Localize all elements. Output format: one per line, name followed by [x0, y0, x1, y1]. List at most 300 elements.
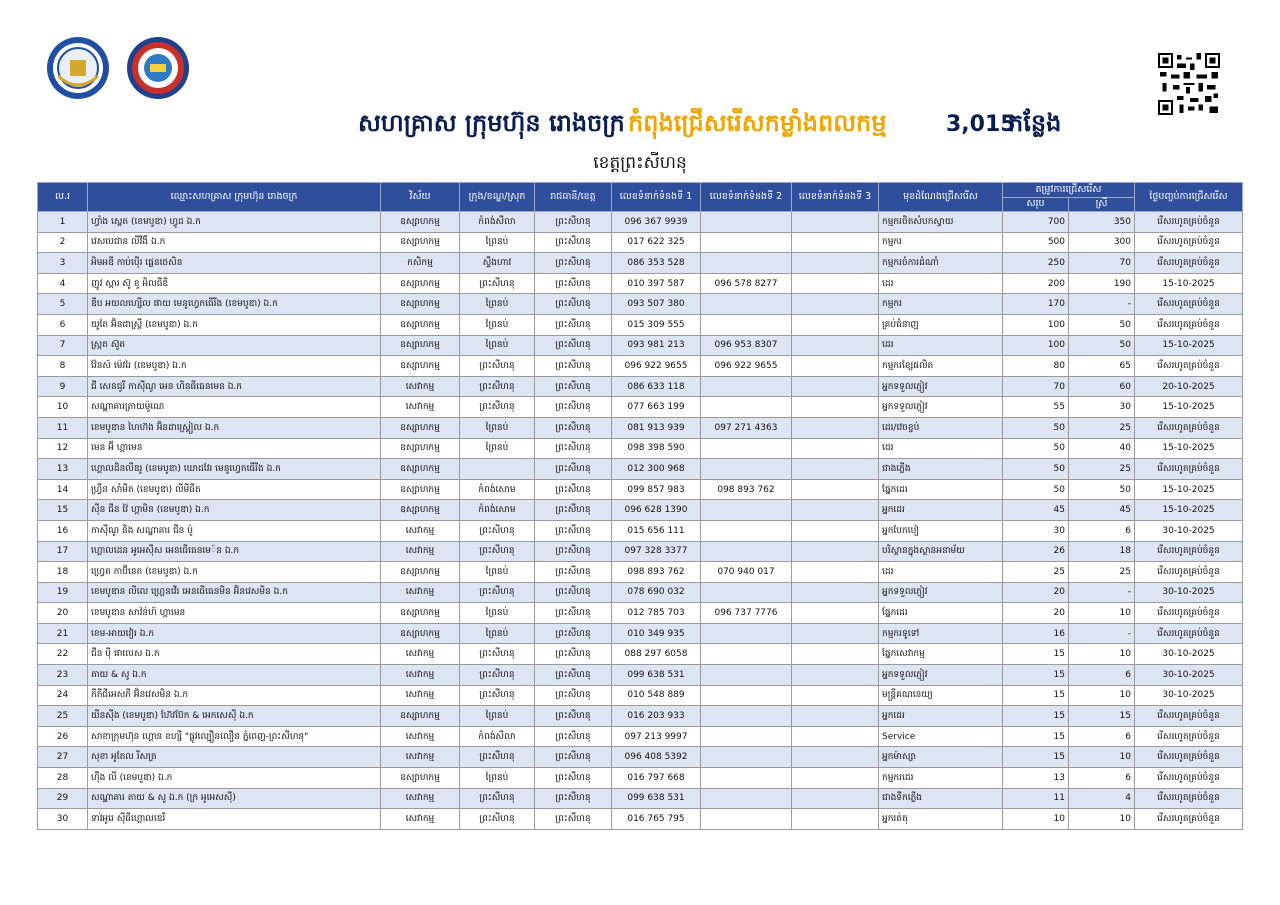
cell-sector: សេវាកម្ម: [381, 788, 460, 809]
cell-sector: សេវាកម្ម: [381, 397, 460, 418]
cell-phone3: [792, 438, 879, 459]
col-position: មុខដំណែងជ្រើសរើស: [879, 183, 1003, 212]
cell-province: ព្រះសីហនុ: [535, 479, 612, 500]
cell-female: 25: [1069, 562, 1135, 583]
cell-female: -: [1069, 294, 1135, 315]
table-row: [38, 623, 1243, 644]
cell-sector: សេវាកម្ម: [381, 747, 460, 768]
cell-province: ព្រះសីហនុ: [535, 356, 612, 377]
cell-phone3: [792, 479, 879, 500]
table-row: [38, 644, 1243, 665]
cell-province: ព្រះសីហនុ: [535, 438, 612, 459]
cell-district: ព្រៃនប់: [460, 623, 535, 644]
cell-phone2: [701, 376, 792, 397]
cell-position: កម្មករដេរ: [879, 768, 1003, 789]
cell-district: ព្រះសីហនុ: [460, 520, 535, 541]
cell-position: ដេរ: [879, 438, 1003, 459]
cell-phone2: [701, 232, 792, 253]
cell-position: មន្ត្រីគណនេយ្យ: [879, 685, 1003, 706]
cell-position: អ្នកទទួលភ្ញៀវ: [879, 376, 1003, 397]
cell-deadline: រើសរហូតគ្រប់ចំនួន: [1135, 788, 1243, 809]
cell-phone2: 098 893 762: [701, 479, 792, 500]
table-row: [38, 747, 1243, 768]
cell-company-name: វ៉ែនស៍ ម៉េវរៃ (ខេមបូឌា) ឯ.ក: [88, 356, 381, 377]
cell-phone3: [792, 376, 879, 397]
cell-phone3: [792, 726, 879, 747]
cell-sector: សេវាកម្ម: [381, 665, 460, 686]
cell-company-name: ហ៊ឺង លី (ខេមបូឌា) ឯ.ក: [88, 768, 381, 789]
cell-position: ផ្នែកដេរ: [879, 479, 1003, 500]
cell-position: គ្រប់ជំនាញ: [879, 314, 1003, 335]
cell-no: 20: [38, 603, 88, 624]
table-row: [38, 438, 1243, 459]
cell-district: កំពង់សីលា: [460, 212, 535, 233]
cell-total: 30: [1003, 520, 1069, 541]
cell-district: ស្ទឹងហាវ: [460, 253, 535, 274]
cell-no: 5: [38, 294, 88, 315]
table-row: [38, 314, 1243, 335]
cell-province: ព្រះសីហនុ: [535, 541, 612, 562]
cell-company-name: កាស៊ីណូ និង សណ្ឋាគារ ជីន ប៉ូ: [88, 520, 381, 541]
cell-deadline: 30-10-2025: [1135, 685, 1243, 706]
cell-position: ដេរ/វេចខ្ចប់: [879, 417, 1003, 438]
cell-deadline: រើសរហូតគ្រប់ចំនួន: [1135, 356, 1243, 377]
cell-phone1: 098 398 590: [612, 438, 701, 459]
cell-company-name: វេសបេជាន លីវីងឹ ឯ.ក: [88, 232, 381, 253]
cell-deadline: រើសរហូតគ្រប់ចំនួន: [1135, 232, 1243, 253]
cell-company-name: ខេមបូឌាន សាវ៉ន់ហ៍ ហ្គាមេន: [88, 603, 381, 624]
cell-position: កម្មករ: [879, 232, 1003, 253]
cell-phone2: [701, 459, 792, 480]
cell-phone2: [701, 253, 792, 274]
cell-province: ព្រះសីហនុ: [535, 788, 612, 809]
table-row: [38, 232, 1243, 253]
cell-sector: ឧស្សាហកម្ម: [381, 294, 460, 315]
cell-total: 26: [1003, 541, 1069, 562]
cell-sector: ឧស្សាហកម្ម: [381, 232, 460, 253]
table-row: [38, 582, 1243, 603]
cell-deadline: 15-10-2025: [1135, 438, 1243, 459]
cell-company-name: ឌីប អយលហ្សើល ផាយ មេនូហ្វេកធើរីង (ខេមបូឌា) ឯ.ក: [88, 294, 381, 315]
table-row: [38, 768, 1243, 789]
cell-female: 60: [1069, 376, 1135, 397]
cell-total: 700: [1003, 212, 1069, 233]
cell-phone1: 012 300 968: [612, 459, 701, 480]
col-needed: តម្រូវការជ្រើសរើស: [1003, 183, 1135, 198]
cell-total: 50: [1003, 459, 1069, 480]
table-row: [38, 726, 1243, 747]
cell-phone2: 096 737 7776: [701, 603, 792, 624]
cell-female: 10: [1069, 809, 1135, 830]
cell-company-name: ខេម-អាយវៀរ ឯ.ក: [88, 623, 381, 644]
cell-no: 8: [38, 356, 88, 377]
cell-female: 6: [1069, 726, 1135, 747]
table-row: [38, 603, 1243, 624]
cell-no: 3: [38, 253, 88, 274]
cell-no: 10: [38, 397, 88, 418]
table-row: [38, 376, 1243, 397]
cell-district: ព្រៃនប់: [460, 232, 535, 253]
cell-phone3: [792, 582, 879, 603]
cell-phone3: [792, 500, 879, 521]
cell-company-name: ខេមបូឌាន លីលេ ហ្គ្រេនវើរ អេនធើធេនមិន អ៊ិនវេសមិន ឯ.ក: [88, 582, 381, 603]
cell-no: 1: [38, 212, 88, 233]
cell-sector: សេវាកម្ម: [381, 520, 460, 541]
cell-female: 45: [1069, 500, 1135, 521]
cell-phone3: [792, 356, 879, 377]
cell-sector: ឧស្សាហកម្ម: [381, 335, 460, 356]
cell-sector: ឧស្សាហកម្ម: [381, 562, 460, 583]
cell-sector: សេវាកម្ម: [381, 644, 460, 665]
cell-phone2: [701, 685, 792, 706]
job-count: 3,015: [946, 112, 1016, 137]
cell-deadline: 15-10-2025: [1135, 397, 1243, 418]
cell-phone3: [792, 562, 879, 583]
cell-company-name: ហ្គោលដេន អូអេស៊ីស អេនធើធេនមេ៉ន ឯ.ក: [88, 541, 381, 562]
cell-position: អ្នកទទួលភ្ញៀវ: [879, 665, 1003, 686]
table-row: [38, 788, 1243, 809]
cell-phone1: 096 408 5392: [612, 747, 701, 768]
table-row: [38, 417, 1243, 438]
table-row: [38, 520, 1243, 541]
cell-company-name: តាយ & សូ ឯ.ក: [88, 665, 381, 686]
cell-province: ព្រះសីហនុ: [535, 623, 612, 644]
cell-phone2: [701, 706, 792, 727]
cell-total: 100: [1003, 335, 1069, 356]
cell-company-name: យូតៃ អ៊ិនដាស្ត្រី (ខេមបូឌា) ឯ.ក: [88, 314, 381, 335]
table-row: [38, 500, 1243, 521]
cell-female: 40: [1069, 438, 1135, 459]
cell-district: ព្រះសីហនុ: [460, 397, 535, 418]
cell-female: 15: [1069, 706, 1135, 727]
cell-phone1: 086 353 528: [612, 253, 701, 274]
cell-province: ព្រះសីហនុ: [535, 212, 612, 233]
cell-position: កម្មករទូទៅ: [879, 623, 1003, 644]
cell-phone3: [792, 294, 879, 315]
cell-phone1: 077 663 199: [612, 397, 701, 418]
cell-province: ព្រះសីហនុ: [535, 459, 612, 480]
cell-company-name: ទាវ់អូរេ ស៊ីធីហ្គោលឌេរី: [88, 809, 381, 830]
cell-total: 13: [1003, 768, 1069, 789]
cell-position: អ្នកដេរ: [879, 500, 1003, 521]
cell-total: 50: [1003, 417, 1069, 438]
cell-total: 45: [1003, 500, 1069, 521]
cell-sector: ឧស្សាហកម្ម: [381, 417, 460, 438]
cell-phone3: [792, 644, 879, 665]
cell-province: ព្រះសីហនុ: [535, 232, 612, 253]
col-phone2: លេខទំនាក់ទំនងទី 2: [701, 183, 792, 212]
cell-deadline: រើសរហូតគ្រប់ចំនួន: [1135, 314, 1243, 335]
cell-phone3: [792, 809, 879, 830]
table-row: [38, 459, 1243, 480]
cell-female: 70: [1069, 253, 1135, 274]
cell-no: 9: [38, 376, 88, 397]
cell-sector: ឧស្សាហកម្ម: [381, 273, 460, 294]
cell-no: 30: [38, 809, 88, 830]
table-row: [38, 335, 1243, 356]
cell-female: 25: [1069, 417, 1135, 438]
table-row: [38, 665, 1243, 686]
qr-code-icon: [1158, 53, 1220, 115]
col-sector: វិស័យ: [381, 183, 460, 212]
province-subtitle: ខេត្តព្រះសីហនុ: [593, 153, 687, 173]
cell-position: អ្នកដេរ: [879, 706, 1003, 727]
cell-no: 28: [38, 768, 88, 789]
cell-position: កម្មករ: [879, 294, 1003, 315]
cell-phone2: [701, 541, 792, 562]
cell-phone1: 099 638 531: [612, 788, 701, 809]
cell-phone2: [701, 644, 792, 665]
cell-phone1: 097 213 9997: [612, 726, 701, 747]
cell-sector: កសិកម្ម: [381, 253, 460, 274]
cell-province: ព្រះសីហនុ: [535, 582, 612, 603]
cell-phone1: 099 638 531: [612, 665, 701, 686]
cell-district: ព្រៃនប់: [460, 768, 535, 789]
cell-district: ព្រះសីហនុ: [460, 541, 535, 562]
cell-phone3: [792, 541, 879, 562]
cell-district: ព្រៃនប់: [460, 603, 535, 624]
cell-province: ព្រះសីហនុ: [535, 253, 612, 274]
cell-phone2: 096 578 8277: [701, 273, 792, 294]
cell-position: ជាងទឹកភ្លើង: [879, 788, 1003, 809]
cell-position: ដេរ: [879, 335, 1003, 356]
cell-deadline: 30-10-2025: [1135, 665, 1243, 686]
cell-province: ព្រះសីហនុ: [535, 520, 612, 541]
cell-no: 24: [38, 685, 88, 706]
cell-position: អ្នកម៉ាស្សា: [879, 747, 1003, 768]
cell-no: 2: [38, 232, 88, 253]
cell-phone1: 093 507 380: [612, 294, 701, 315]
cell-female: 6: [1069, 520, 1135, 541]
cell-female: 25: [1069, 459, 1135, 480]
cell-phone2: 097 271 4363: [701, 417, 792, 438]
cell-no: 12: [38, 438, 88, 459]
cell-company-name: ភីភីជីអេសភី អ៊ិនវេសមិន ឯ.ក: [88, 685, 381, 706]
cell-deadline: 30-10-2025: [1135, 520, 1243, 541]
cell-company-name: សណ្ឋាគារ តាយ & សូ ឯ.ក (ក្រ អូអេសស៊ី): [88, 788, 381, 809]
cell-sector: ឧស្សាហកម្ម: [381, 212, 460, 233]
cell-province: ព្រះសីហនុ: [535, 644, 612, 665]
cell-phone1: 081 913 939: [612, 417, 701, 438]
cell-total: 15: [1003, 685, 1069, 706]
cell-district: ព្រះសីហនុ: [460, 788, 535, 809]
cell-phone2: [701, 788, 792, 809]
col-total: សរុប: [1003, 197, 1069, 212]
cell-phone1: 010 349 935: [612, 623, 701, 644]
cell-no: 4: [38, 273, 88, 294]
cell-phone3: [792, 747, 879, 768]
cell-deadline: រើសរហូតគ្រប់ចំនួន: [1135, 809, 1243, 830]
cell-phone3: [792, 520, 879, 541]
cell-phone2: [701, 520, 792, 541]
cell-province: ព្រះសីហនុ: [535, 809, 612, 830]
cell-phone1: 016 203 933: [612, 706, 701, 727]
cell-total: 70: [1003, 376, 1069, 397]
cell-phone2: [701, 726, 792, 747]
cell-phone3: [792, 665, 879, 686]
cell-phone1: 086 633 118: [612, 376, 701, 397]
cell-district: [460, 459, 535, 480]
cell-phone1: 015 309 555: [612, 314, 701, 335]
cell-total: 15: [1003, 665, 1069, 686]
cell-company-name: ស្រ្កត ស៊ូត: [88, 335, 381, 356]
cell-deadline: រើសរហូតគ្រប់ចំនួន: [1135, 417, 1243, 438]
cell-total: 15: [1003, 706, 1069, 727]
cell-company-name: អិមអឌី កាប់ប៉ើរ ផ្លេនថេសិន: [88, 253, 381, 274]
cell-total: 15: [1003, 726, 1069, 747]
cell-company-name: យីនស៊ីង (ខេមបូឌា) ហ៊ែវប៊ែក & អេកសេស៊ី ឯ.ក: [88, 706, 381, 727]
title-part2: កំពុងជ្រើសរើសកម្លាំងពលកម្ម: [628, 109, 887, 137]
table-row: [38, 809, 1243, 830]
cell-district: ព្រះសីហនុ: [460, 665, 535, 686]
cell-province: ព្រះសីហនុ: [535, 294, 612, 315]
cell-province: ព្រះសីហនុ: [535, 726, 612, 747]
cell-no: 6: [38, 314, 88, 335]
cell-province: ព្រះសីហនុ: [535, 562, 612, 583]
cell-position: អ្នកទទួលភ្ញៀវ: [879, 582, 1003, 603]
table-row: [38, 706, 1243, 727]
cell-total: 80: [1003, 356, 1069, 377]
cell-no: 15: [38, 500, 88, 521]
cell-phone3: [792, 397, 879, 418]
table-row: [38, 356, 1243, 377]
cell-position: Service: [879, 726, 1003, 747]
cell-female: 50: [1069, 479, 1135, 500]
cell-position: កម្មករចិតសំបកស្វាយ: [879, 212, 1003, 233]
jobs-table: [37, 182, 1243, 830]
col-deadline: ថ្ងៃបញ្ចប់ការជ្រើសរើស: [1135, 183, 1243, 212]
cell-district: ព្រៃនប់: [460, 417, 535, 438]
cell-total: 10: [1003, 809, 1069, 830]
cell-female: 50: [1069, 335, 1135, 356]
cell-total: 170: [1003, 294, 1069, 315]
cell-company-name: សុខា អូតែល រីសត្រ: [88, 747, 381, 768]
cell-district: ព្រៃនប់: [460, 294, 535, 315]
cell-sector: សេវាកម្ម: [381, 376, 460, 397]
cell-deadline: 15-10-2025: [1135, 479, 1243, 500]
cell-province: ព្រះសីហនុ: [535, 665, 612, 686]
cell-district: ព្រះសីហនុ: [460, 582, 535, 603]
cell-district: ព្រះសីហនុ: [460, 685, 535, 706]
cell-phone1: 016 765 795: [612, 809, 701, 830]
cell-phone3: [792, 273, 879, 294]
cell-no: 21: [38, 623, 88, 644]
cell-province: ព្រះសីហនុ: [535, 603, 612, 624]
cell-company-name: ហ្វាំង ស្ពេត (ខេមបូឌា) ហ្វូដ ឯ.ក: [88, 212, 381, 233]
cell-total: 15: [1003, 644, 1069, 665]
cell-phone1: 096 922 9655: [612, 356, 701, 377]
job-count-unit: កន្លែង: [1008, 109, 1062, 137]
cell-no: 29: [38, 788, 88, 809]
cell-phone2: [701, 500, 792, 521]
cell-total: 55: [1003, 397, 1069, 418]
cell-deadline: 15-10-2025: [1135, 335, 1243, 356]
cell-deadline: 15-10-2025: [1135, 273, 1243, 294]
cell-sector: ឧស្សាហកម្ម: [381, 459, 460, 480]
cell-deadline: រើសរហូតគ្រប់ចំនួន: [1135, 253, 1243, 274]
cell-phone2: [701, 582, 792, 603]
cell-phone3: [792, 623, 879, 644]
cell-province: ព្រះសីហនុ: [535, 685, 612, 706]
cell-phone3: [792, 768, 879, 789]
cell-province: ព្រះសីហនុ: [535, 417, 612, 438]
cell-female: 10: [1069, 747, 1135, 768]
cell-district: ព្រះសីហនុ: [460, 376, 535, 397]
cell-phone3: [792, 417, 879, 438]
cell-total: 100: [1003, 314, 1069, 335]
cell-female: 350: [1069, 212, 1135, 233]
cell-company-name: ស៊ីន ជីន វ៉ៃ ហ្គាមិន (ខេមបូឌា) ឯ.ក: [88, 500, 381, 521]
cell-total: 250: [1003, 253, 1069, 274]
table-row: [38, 562, 1243, 583]
table-row: [38, 685, 1243, 706]
cell-company-name: សាខាក្រុមហ៊ុន ហ្គោន ខហ្សី "ផ្លូវល្បឿនលឿន ភ្នំពេញ-ព្រះសីហនុ": [88, 726, 381, 747]
cell-district: ព្រះសីហនុ: [460, 273, 535, 294]
cell-female: 50: [1069, 314, 1135, 335]
cell-deadline: រើសរហូតគ្រប់ចំនួន: [1135, 294, 1243, 315]
cell-phone1: 098 893 762: [612, 562, 701, 583]
cell-position: អ្នកទទួលភ្ញៀវ: [879, 397, 1003, 418]
cell-total: 500: [1003, 232, 1069, 253]
cell-company-name: ហ្វ្រេត កាប៊ីនេត (ខេមបូឌា) ឯ.ក: [88, 562, 381, 583]
cell-sector: សេវាកម្ម: [381, 541, 460, 562]
cell-position: កម្មករចំការដំណាំ: [879, 253, 1003, 274]
cell-no: 11: [38, 417, 88, 438]
cell-no: 22: [38, 644, 88, 665]
cell-deadline: រើសរហូតគ្រប់ចំនួន: [1135, 768, 1243, 789]
cell-province: ព្រះសីហនុ: [535, 273, 612, 294]
table-row: [38, 397, 1243, 418]
cell-female: -: [1069, 623, 1135, 644]
cell-phone1: 096 367 9939: [612, 212, 701, 233]
cell-phone2: [701, 768, 792, 789]
col-female: ស្រី: [1069, 197, 1135, 212]
col-province: រាជធានី/ខេត្ត: [535, 183, 612, 212]
cell-deadline: រើសរហូតគ្រប់ចំនួន: [1135, 706, 1243, 727]
cell-deadline: រើសរហូតគ្រប់ចំនួន: [1135, 623, 1243, 644]
cell-phone3: [792, 335, 879, 356]
cell-phone3: [792, 603, 879, 624]
agency-logo-icon: [126, 36, 190, 100]
cell-company-name: ហ្វ្រឹន សាំមីត (ខេមបូឌា) លីមីធីត: [88, 479, 381, 500]
cell-phone2: [701, 314, 792, 335]
cell-no: 23: [38, 665, 88, 686]
cell-female: -: [1069, 582, 1135, 603]
cell-no: 14: [38, 479, 88, 500]
cell-sector: សេវាកម្ម: [381, 582, 460, 603]
cell-total: 200: [1003, 273, 1069, 294]
cell-sector: ឧស្សាហកម្ម: [381, 623, 460, 644]
cell-phone1: 093 981 213: [612, 335, 701, 356]
cell-total: 15: [1003, 747, 1069, 768]
cell-no: 13: [38, 459, 88, 480]
cell-female: 300: [1069, 232, 1135, 253]
cell-phone2: [701, 438, 792, 459]
cell-company-name: ខេមបូឌាន ហៃហ៊ង អ៊ិនដាស្ត្រៀល ឯ.ក: [88, 417, 381, 438]
cell-phone3: [792, 685, 879, 706]
cell-position: ផ្នែកដេរ: [879, 603, 1003, 624]
cell-district: ព្រះសីហនុ: [460, 356, 535, 377]
cell-sector: ឧស្សាហកម្ម: [381, 438, 460, 459]
cell-district: កំពង់សោម: [460, 479, 535, 500]
cell-no: 17: [38, 541, 88, 562]
cell-no: 27: [38, 747, 88, 768]
cell-company-name: មេន អ៊ី ហ្គាមេន: [88, 438, 381, 459]
cell-phone1: 017 622 325: [612, 232, 701, 253]
cell-district: ព្រៃនប់: [460, 438, 535, 459]
table-row: [38, 253, 1243, 274]
cell-phone1: 078 690 032: [612, 582, 701, 603]
